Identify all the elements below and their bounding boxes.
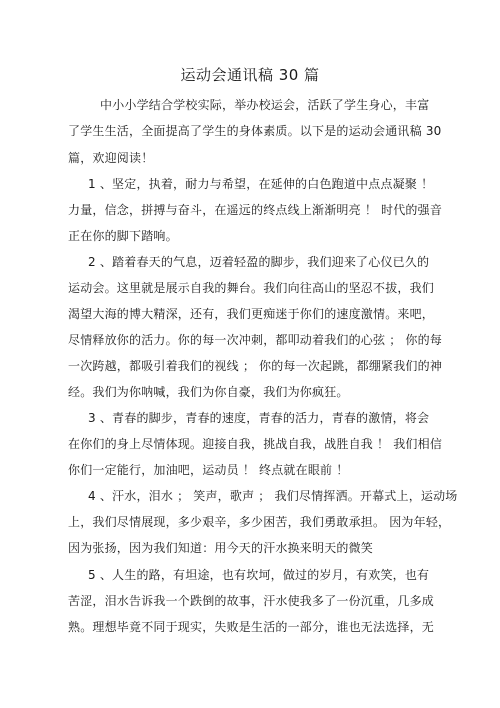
paragraph-line: 经。我们为你呐喊，我们为你自豪，我们为你疯狂。 — [68, 385, 349, 399]
paragraph-line: 2 、踏着春天的气息，迈着轻盈的脚步，我们迎来了心仪已久的 — [88, 255, 430, 269]
paragraph-line: 篇，欢迎阅读！ — [68, 151, 154, 165]
paragraph-line: 了学生生活，全面提高了学生的身体素质。以下是的运动会通讯稿 30 — [68, 124, 442, 138]
document-title: 运动会通讯稿 30 篇 — [180, 66, 320, 84]
paragraph-line: 因为张扬，因为我们知道：用今天的汗水换来明天的微笑 — [68, 541, 374, 555]
paragraph-line: 渴望大海的博大精深，还有，我们更痴迷于你们的速度激情。来吧， — [68, 307, 435, 321]
paragraph-line: 中小小学结合学校实际，举办校运会，活跃了学生身心，丰富 — [100, 98, 430, 112]
paragraph-line: 上，我们尽情展现，多少艰辛，多少困苦，我们勇敢承担。 因为年轻， — [68, 515, 451, 529]
paragraph-line: 5 、人生的路，有坦途，也有坎坷，做过的岁月，有欢笑，也有 — [88, 568, 430, 582]
paragraph-line: 4 、汗水，泪水 ； 笑声，歌声 ； 我们尽情挥洒。开幕式上，运动场 — [88, 489, 458, 503]
paragraph-line: 在你们的身上尽情体现。迎接自我，挑战自我，战胜自我 ！ 我们相信 — [68, 437, 443, 451]
paragraph-line: 正在你的脚下踏响。 — [68, 229, 178, 243]
paragraph-line: 熟。理想毕竟不同于现实，失败是生活的一部分，谁也无法选择，无 — [68, 620, 435, 634]
paragraph-line: 1 、坚定，执着，耐力与希望，在延伸的白色跑道中点点凝聚 ！ — [88, 177, 434, 191]
paragraph-line: 3 、青春的脚步，青春的速度，青春的活力，青春的激情，将会 — [88, 411, 430, 425]
paragraph-line: 苦涩，泪水告诉我一个跌倒的故事，汗水使我多了一份沉重，几多成 — [68, 594, 435, 608]
paragraph-line: 尽情释放你的活力。你的每一次冲刺，都叩动着我们的心弦 ； 你的每 — [68, 333, 443, 347]
paragraph-line: 你们一定能行，加油吧，运动员 ！ 终点就在眼前 ！ — [68, 463, 349, 477]
paragraph-line: 运动会。这里就是展示自我的舞台。我们向往高山的坚忍不拔，我们 — [68, 281, 435, 295]
paragraph-line: 力量，信念，拼搏与奋斗，在遥远的终点线上渐渐明亮 ！ 时代的强音 — [68, 203, 443, 217]
paragraph-line: 一次跨越，都吸引着我们的视线 ； 你的每一次起跳，都绷紧我们的神 — [68, 359, 443, 373]
